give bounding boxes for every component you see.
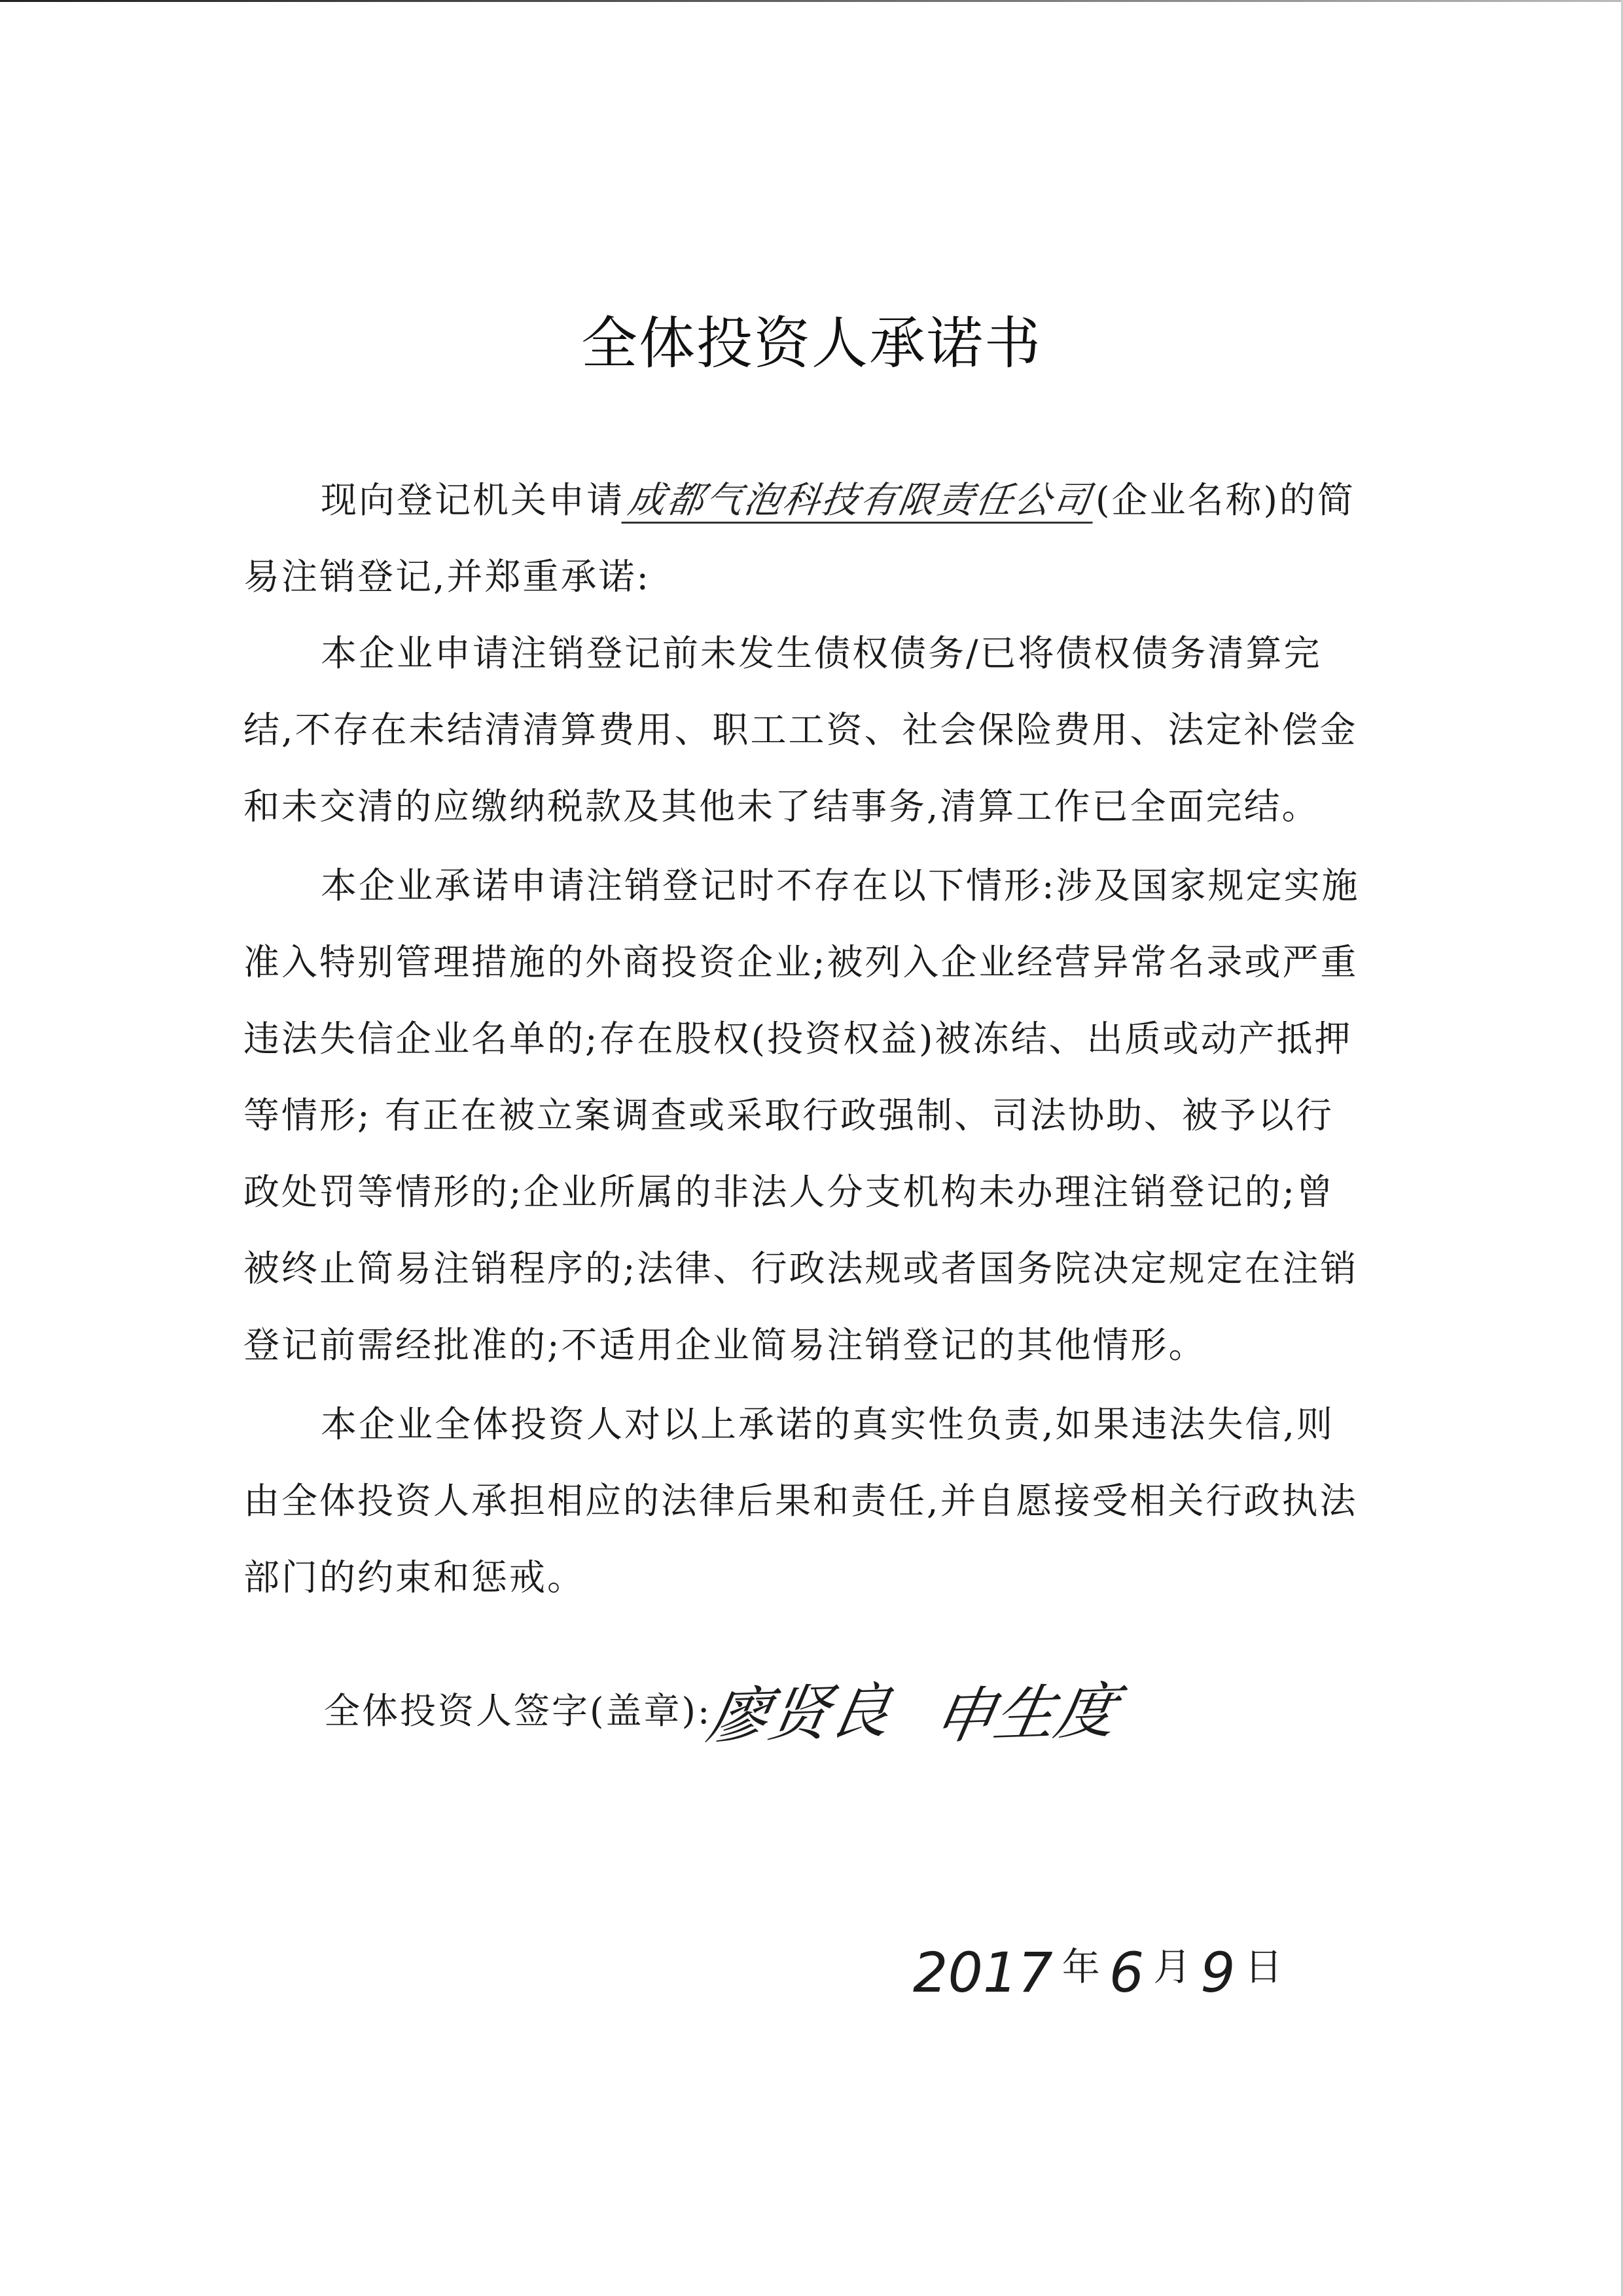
signature-investor-2: 申生度 — [928, 1676, 1123, 1752]
date-day: 9 — [1200, 1941, 1236, 2005]
paragraph-conditions — [243, 848, 1369, 1384]
date-year: 2017 — [913, 1941, 1053, 2005]
date-year-unit: 年 — [1061, 1945, 1100, 1989]
paragraph-responsibility-text: 本企业全体投资人对以上承诺的真实性负责,如果违法失信,则由全体投资人承担相应的法律后果和责任,并自愿接受相关行政执法部门的约束和惩戒。 — [243, 1403, 1358, 1598]
intro-prefix: 现向登记机关申请 — [321, 479, 625, 521]
intro-suffix: (企业名称)的简易注销登记,并郑重承诺: — [243, 479, 1355, 598]
paragraph-responsibility — [243, 1386, 1369, 1616]
scan-edge-top — [0, 0, 1623, 2]
paragraph-conditions-text: 本企业承诺申请注销登记时不存在以下情形:涉及国家规定实施准入特别管理措施的外商投资企业;被列入企业经营异常名录或严重违法失信企业名单的;存在股权(投资权益)被冻结、出质或动产抵押等情形; 有正在被立案调查或采取行政强制、司法协助、被予以行政处罚等情形的;企业所属的非法人分支机构未办理注销登记的;曾被终止简易注销程序的;法律、行政法规或者国务院决定规定在注销登记前需经批准的;不适用企业简易注销登记的其他情形。 — [243, 865, 1360, 1366]
paragraph-debts-text: 本企业申请注销登记前未发生债权债务/已将债权债务清算完结,不存在未结清清算费用、职工工资、社会保险费用、法定补偿金和未交清的应缴纳税款及其他未了结事务,清算工作已全面完结。 — [243, 632, 1358, 827]
date-month: 6 — [1109, 1941, 1145, 2005]
signature-label: 全体投资人签字(盖章): — [324, 1690, 712, 1732]
paragraph-debts — [243, 615, 1369, 845]
company-name-handwritten: 成都气泡科技有限责任公司 — [621, 480, 1098, 524]
intro-paragraph — [243, 462, 1369, 615]
handwritten-date — [913, 1936, 1292, 2005]
signature-investor-1: 廖贤良 — [702, 1676, 897, 1752]
date-day-unit: 日 — [1244, 1945, 1283, 1989]
date-month-unit: 月 — [1153, 1945, 1192, 1989]
document-title: 全体投资人承诺书 — [581, 311, 1042, 376]
